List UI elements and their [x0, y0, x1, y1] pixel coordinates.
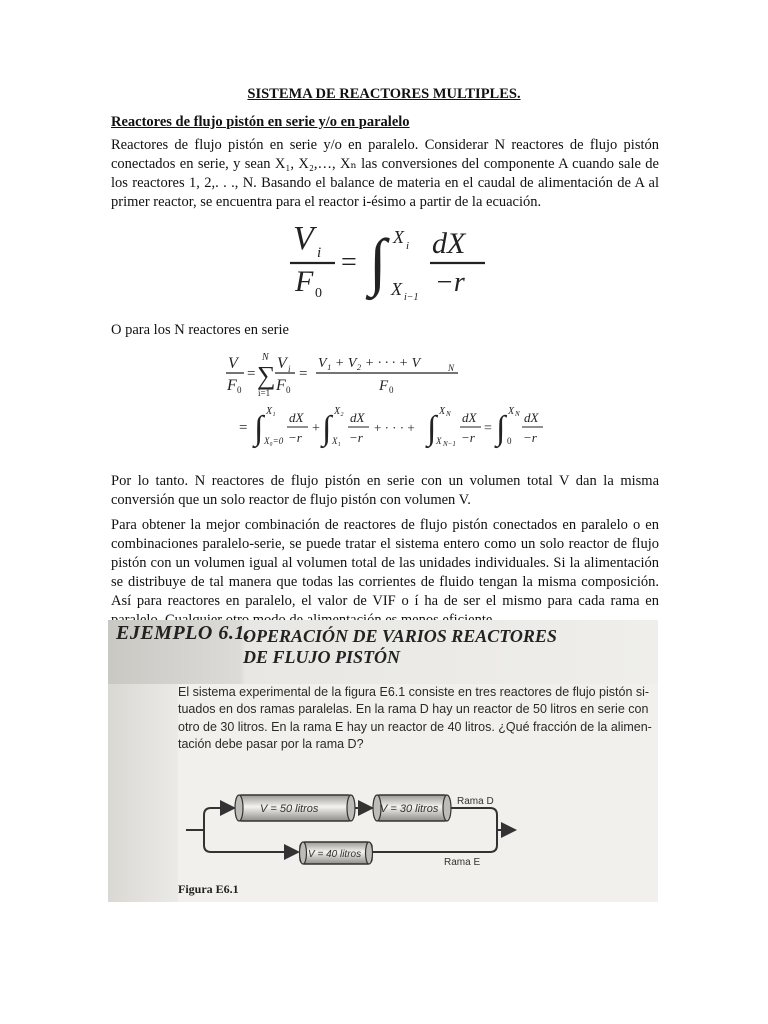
reactor-diagram — [108, 620, 658, 902]
eq2-int3-upper: X — [439, 406, 446, 417]
eq1-upper-limit-sub: i — [406, 240, 410, 252]
page-title: SISTEMA DE REACTORES MULTIPLES. — [247, 86, 521, 102]
svg-text:=: = — [239, 420, 248, 436]
eq2-int2-lower: X₁ — [332, 436, 341, 446]
eq2-sum-bottom: i=1 — [258, 388, 271, 398]
eq2-sum-den-sub: 0 — [286, 385, 291, 395]
eq2-sum-den: F — [276, 377, 286, 394]
eq2-rhs-num: V₁ + V₂ + · · · + V — [318, 356, 421, 371]
svg-text:V = 30 litros: V = 30 litros — [380, 803, 439, 815]
integral-sign: ∫ — [369, 226, 387, 297]
eq2-lhs-num: V — [228, 355, 238, 372]
example-statement: El sistema experimental de la figura E6.1 consiste en tres reactores de flujo pistón si- tuados en dos ramas paralelas. En la rama D hay un reactor de 50 litros en serie con otro de 30 litros. En la rama E hay un reactor de 40 litros. ¿Qué fracción de la alimen- tación debe pasar por la rama D? — [178, 685, 652, 751]
svg-text:∫: ∫ — [322, 410, 332, 447]
svg-text:=: = — [484, 421, 492, 436]
svg-text:dX: dX — [289, 410, 304, 425]
eq2-int4-upper-sub: N — [515, 410, 520, 418]
eq2-int3-lower: X — [436, 436, 442, 446]
eq2-sum-top: N — [262, 352, 269, 363]
svg-text:∫: ∫ — [496, 410, 506, 447]
eq2-sum-num-sub: i — [288, 364, 291, 374]
svg-text:dX: dX — [524, 410, 539, 425]
svg-text:dX: dX — [350, 410, 365, 425]
eq2-int1-upper: X₁ — [266, 406, 276, 417]
svg-text:V = 50 litros: V = 50 litros — [260, 803, 319, 815]
eq1-lhs-den-sub: 0 — [315, 286, 322, 301]
eq2-lhs-den-sub: 0 — [237, 385, 242, 395]
eq2-int2-upper: X₂ — [334, 406, 344, 417]
eq1-int-den: −r — [435, 267, 465, 298]
svg-text:+: + — [312, 421, 320, 436]
eq2-dots: + · · · + — [374, 420, 415, 435]
paragraph-n-series: O para los N reactores en serie — [111, 322, 289, 338]
equation-n-reactors — [222, 348, 552, 450]
example-number: EJEMPLO 6.1. — [116, 622, 251, 644]
svg-text:−r: −r — [523, 430, 537, 445]
eq2-int4-upper: X — [508, 406, 515, 417]
svg-text:=: = — [247, 366, 256, 382]
eq1-upper-limit: X — [393, 227, 404, 247]
branch-e-label: Rama E — [444, 857, 481, 868]
reactor-30-litros — [373, 795, 451, 821]
eq1-lhs-den: F — [295, 265, 314, 298]
svg-text:−r: −r — [288, 430, 302, 445]
svg-text:−r: −r — [461, 430, 475, 445]
example-scan — [108, 620, 658, 902]
svg-text:=: = — [341, 247, 357, 278]
reactor-40-litros — [300, 842, 373, 864]
eq1-lhs-num: V — [293, 220, 314, 257]
example-title: OPERACIÓN DE VARIOS REACTORES DE FLUJO PISTÓN — [243, 626, 557, 667]
eq1-int-num: dX — [432, 227, 466, 260]
branch-d-label: Rama D — [457, 796, 494, 807]
paragraph-intro: Reactores de flujo pistón en serie y/o en paralelo. Considerar N reactores de flujo pistón conectados en serie, y sean X₁, X₂,…, Xₙ las conversiones del componente A cuando sale de los reactores 1, 2,. . ., N. Basando el balance de materia en el caudal de alimentación de A al primer reactor, se encuentra para el reactor i-ésimo a partir de la ecuación. — [111, 137, 659, 210]
eq1-lower-limit-sub: i−1 — [404, 292, 419, 303]
paragraph-conclusion: Por lo tanto. N reactores de flujo pistón en serie con un volumen total V dan la misma conversión que un solo reactor de flujo pistón con volumen V. — [111, 473, 659, 508]
paragraph-parallel: Para obtener la mejor combinación de reactores de flujo pistón conectados en paralelo o en combinaciones paralelo-serie, se puede tratar el sistema entero como un solo reactor de flujo pistón con un volumen igual al volumen total de las unidades individuales. Si la alimentación se distribuye de tal manera que todas las corrientes de fluido tengan la misma composición. Así para reactores en paralelo, el valor de VIF o í ha de ser el mismo para cada rama en — [111, 517, 659, 609]
svg-text:=: = — [299, 366, 308, 382]
eq1-lower-limit: X — [391, 279, 402, 299]
eq2-rhs-den-sub: 0 — [389, 385, 394, 395]
figure-caption: Figura E6.1 — [178, 882, 239, 896]
svg-text:V = 40 litros: V = 40 litros — [308, 849, 362, 860]
svg-text:∫: ∫ — [427, 410, 437, 447]
eq1-lhs-num-sub: i — [317, 245, 322, 261]
eq2-rhs-den: F — [379, 378, 389, 394]
eq2-rhs-num-sub: N — [448, 363, 455, 373]
eq2-int4-lower: 0 — [507, 436, 512, 446]
eq2-int1-lower: X₀=0 — [264, 436, 284, 446]
eq2-int3-upper-sub: N — [446, 410, 451, 418]
section-heading: Reactores de flujo pistón en serie y/o en paralelo — [111, 114, 410, 130]
svg-text:dX: dX — [462, 410, 477, 425]
eq2-sum-num: V — [277, 355, 287, 372]
reactor-50-litros — [235, 795, 355, 821]
svg-text:−r: −r — [349, 430, 363, 445]
svg-text:∫: ∫ — [254, 410, 264, 447]
summation-sign: ∑ — [257, 361, 276, 390]
equation-single-reactor — [285, 213, 510, 303]
eq2-lhs-den: F — [227, 377, 237, 394]
eq2-int3-lower-sub: N−1 — [443, 440, 456, 448]
